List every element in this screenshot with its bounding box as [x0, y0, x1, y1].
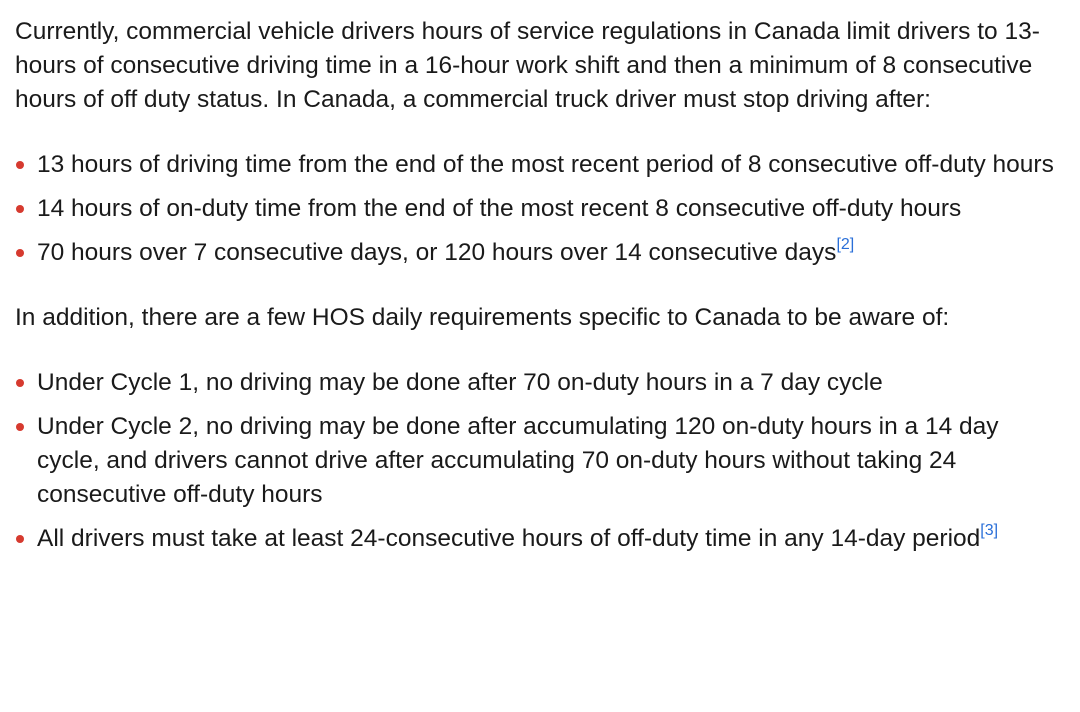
bullet-dot-icon [16, 205, 24, 213]
list-item [15, 148, 1065, 182]
citation-link-2[interactable]: [2] [836, 235, 855, 253]
list-item-text: All drivers must take at least 24-consecutive hours of off-duty time in any 14-day period [37, 525, 981, 552]
canada-requirements-list [15, 366, 1065, 556]
list-item-text: Under Cycle 1, no driving may be done after 70 on-duty hours in a 7 day cycle [37, 369, 883, 396]
addition-paragraph: In addition, there are a few HOS daily requirements specific to Canada to be aware of: [15, 304, 950, 331]
list-item [15, 410, 1065, 512]
list-item [15, 236, 1065, 270]
list-item [15, 192, 1065, 226]
citation-link-3[interactable]: [3] [980, 521, 999, 539]
list-item [15, 366, 1065, 400]
list-item [15, 522, 1065, 556]
bullet-dot-icon [16, 535, 24, 543]
list-item-text: Under Cycle 2, no driving may be done after accumulating 120 on-duty hours in a 14 day cycle, and drivers cannot drive after accumulating 70 on-duty hours without taking 24 consecutive off-duty hours [37, 413, 999, 508]
driving-limits-list [15, 148, 1065, 270]
list-item-text: 14 hours of on-duty time from the end of the most recent 8 consecutive off-duty hours [37, 195, 962, 222]
bullet-dot-icon [16, 249, 24, 257]
bullet-dot-icon [16, 423, 24, 431]
list-item-text: 70 hours over 7 consecutive days, or 120 hours over 14 consecutive days [37, 239, 837, 266]
bullet-dot-icon [16, 379, 24, 387]
bullet-dot-icon [16, 161, 24, 169]
article-body [15, 15, 1065, 556]
list-item-text: 13 hours of driving time from the end of the most recent period of 8 consecutive off-duty hours [37, 151, 1054, 178]
intro-paragraph: Currently, commercial vehicle drivers hours of service regulations in Canada limit drivers to 13-hours of consecutive driving time in a 16-hour work shift and then a minimum of 8 consecutive hours of off duty status. In Canada, a commercial truck driver must stop driving after: [15, 18, 1040, 113]
